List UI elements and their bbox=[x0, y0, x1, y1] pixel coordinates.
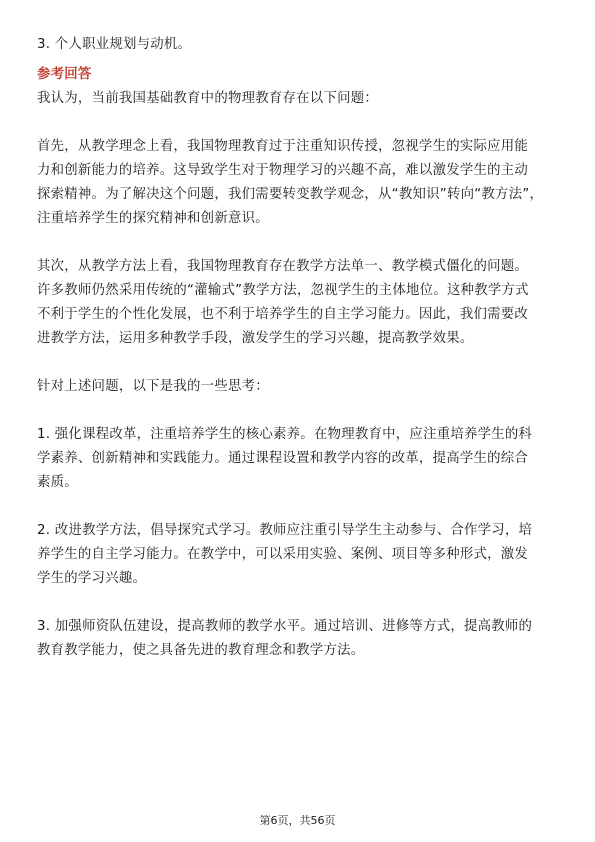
paragraph-line: 教育教学能力，使之具备先进的教育理念和教学方法。 bbox=[37, 643, 365, 658]
paragraph-first-point bbox=[37, 135, 559, 231]
paragraph-line: 首先，从教学理念上看，我国物理教育过于注重知识传授，忽视学生的实际应用能 bbox=[37, 139, 529, 154]
paragraph-line: 其次，从教学方法上看，我国物理教育存在教学方法单一、教学模式僵化的问题。 bbox=[37, 259, 529, 274]
paragraph-line: 进教学方法，运用多种教学手段，激发学生的学习兴趣，提高教学效果。 bbox=[37, 331, 474, 346]
paragraph-line: 2. 改进教学方法，倡导探究式学习。教师应注重引导学生主动参与、合作学习，培 bbox=[37, 523, 533, 538]
list-item-1 bbox=[37, 423, 559, 495]
answer-label: 参考回答 bbox=[37, 67, 92, 82]
paragraph-line: 养学生的自主学习能力。在教学中，可以采用实验、案例、项目等多种形式，激发 bbox=[37, 547, 529, 562]
paragraph-line: 针对上述问题，以下是我的一些思考： bbox=[37, 379, 269, 394]
paragraph-line: 力和创新能力的培养。这导致学生对于物理学习的兴趣不高，难以激发学生的主动 bbox=[37, 163, 529, 178]
paragraph-second-point bbox=[37, 255, 559, 351]
paragraph-line: 3. 加强师资队伍建设，提高教师的教学水平。通过培训、进修等方式，提高教师的 bbox=[37, 619, 533, 634]
page-content bbox=[37, 33, 559, 663]
paragraph-line: 我认为，当前我国基础教育中的物理教育存在以下问题： bbox=[37, 91, 379, 106]
paragraph-thoughts-intro bbox=[37, 375, 559, 399]
question-item: 3. 个人职业规划与动机。 bbox=[37, 37, 192, 52]
page-number-footer: 第6页，共56页 bbox=[259, 814, 336, 827]
list-item-2 bbox=[37, 519, 559, 591]
paragraph-line: 许多教师仍然采用传统的“灌输式”教学方法，忽视学生的主体地位。这种教学方式 bbox=[37, 283, 529, 298]
list-item-3 bbox=[37, 615, 559, 663]
paragraph-line: 不利于学生的个性化发展，也不利于培养学生的自主学习能力。因此，我们需要改 bbox=[37, 307, 529, 322]
paragraph-line: 学素养、创新精神和实践能力。通过课程设置和教学内容的改革，提高学生的综合 bbox=[37, 451, 529, 466]
paragraph-line: 注重培养学生的探究精神和创新意识。 bbox=[37, 211, 269, 226]
paragraph-line: 学生的学习兴趣。 bbox=[37, 571, 147, 586]
paragraph-intro bbox=[37, 87, 559, 111]
paragraph-line: 1. 强化课程改革，注重培养学生的核心素养。在物理教育中，应注重培养学生的科 bbox=[37, 427, 533, 442]
paragraph-line: 素质。 bbox=[37, 475, 78, 490]
paragraph-line: 探索精神。为了解决这个问题，我们需要转变教学观念，从“教知识”转向“教方法”， bbox=[37, 187, 544, 202]
